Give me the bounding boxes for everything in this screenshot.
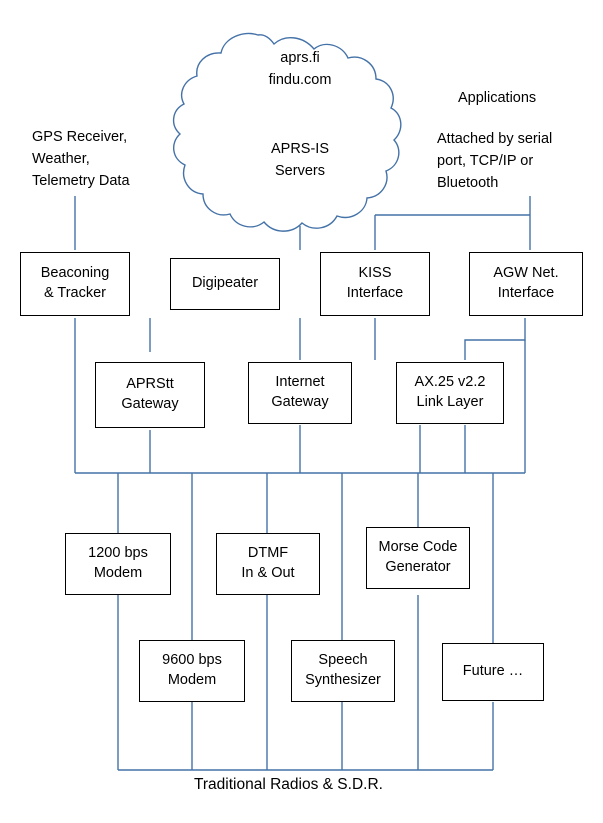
modem-1200-line-1: 1200 bps [88,545,148,562]
cloud-inner-text [230,139,370,183]
agw-net-interface-line-1: AGW Net. [493,265,559,282]
modem-1200-line-2: Modem [93,565,143,581]
modem-1200-box[interactable] [65,533,171,595]
kiss-interface-line-1: KISS [358,265,392,282]
agw-net-interface-line-2: Interface [497,285,555,301]
applications-label [458,88,536,110]
modem-9600-line-2: Modem [167,672,217,688]
aprstt-gateway-line-1: APRStt [126,376,174,393]
traditional-radios-label [194,776,383,794]
cloud-inner-line-1: APRS-IS [270,141,329,157]
ax25-link-layer-line-1: AX.25 v2.2 [414,374,486,391]
digipeater-label: Digipeater [191,275,259,292]
future-box[interactable] [442,643,544,701]
internet-gateway-line-2: Gateway [271,394,329,410]
cloud-top-text [230,48,370,92]
digipeater-box[interactable] [170,258,280,310]
internet-gateway-box[interactable] [248,362,352,424]
beaconing-tracker-line-1: Beaconing [40,265,110,282]
aprstt-gateway-box[interactable] [95,362,205,428]
modem-9600-line-1: 9600 bps [162,652,222,669]
speech-synthesizer-box[interactable] [291,640,395,702]
gps-receiver-line-1: GPS Receiver, [32,129,128,145]
modem-9600-box[interactable] [139,640,245,702]
gps-receiver-line-2: Weather, [32,150,90,167]
dtmf-box[interactable] [216,533,320,595]
agw-net-interface-box[interactable] [469,252,583,316]
traditional-radios-text: Traditional Radios & S.D.R. [194,776,383,793]
attached-by-line-2: port, TCP/IP or [437,152,534,169]
morse-code-line-1: Morse Code [378,539,458,556]
kiss-interface-line-2: Interface [346,285,404,301]
cloud-line-1: aprs.fi [280,50,320,66]
aprstt-gateway-line-2: Gateway [121,396,179,412]
gps-receiver-line-3: Telemetry Data [32,172,130,189]
future-label: Future … [462,663,524,680]
beaconing-tracker-box[interactable] [20,252,130,316]
attached-by-label [437,129,552,194]
gps-receiver-label [32,127,130,192]
ax25-link-layer-line-2: Link Layer [416,394,484,410]
morse-code-box[interactable] [366,527,470,589]
cloud-line-2: findu.com [268,71,332,88]
kiss-interface-box[interactable] [320,252,430,316]
speech-synthesizer-line-2: Synthesizer [305,672,381,688]
morse-code-line-2: Generator [385,559,451,575]
attached-by-line-3: Bluetooth [437,174,499,191]
ax25-link-layer-box[interactable] [396,362,504,424]
applications-text: Applications [458,90,537,106]
speech-synthesizer-line-1: Speech [318,652,368,669]
dtmf-line-1: DTMF [247,545,289,562]
attached-by-line-1: Attached by serial [437,131,553,147]
dtmf-line-2: In & Out [241,565,295,581]
internet-gateway-line-1: Internet [275,374,325,391]
beaconing-tracker-line-2: & Tracker [43,285,107,301]
cloud-inner-line-2: Servers [275,162,325,179]
